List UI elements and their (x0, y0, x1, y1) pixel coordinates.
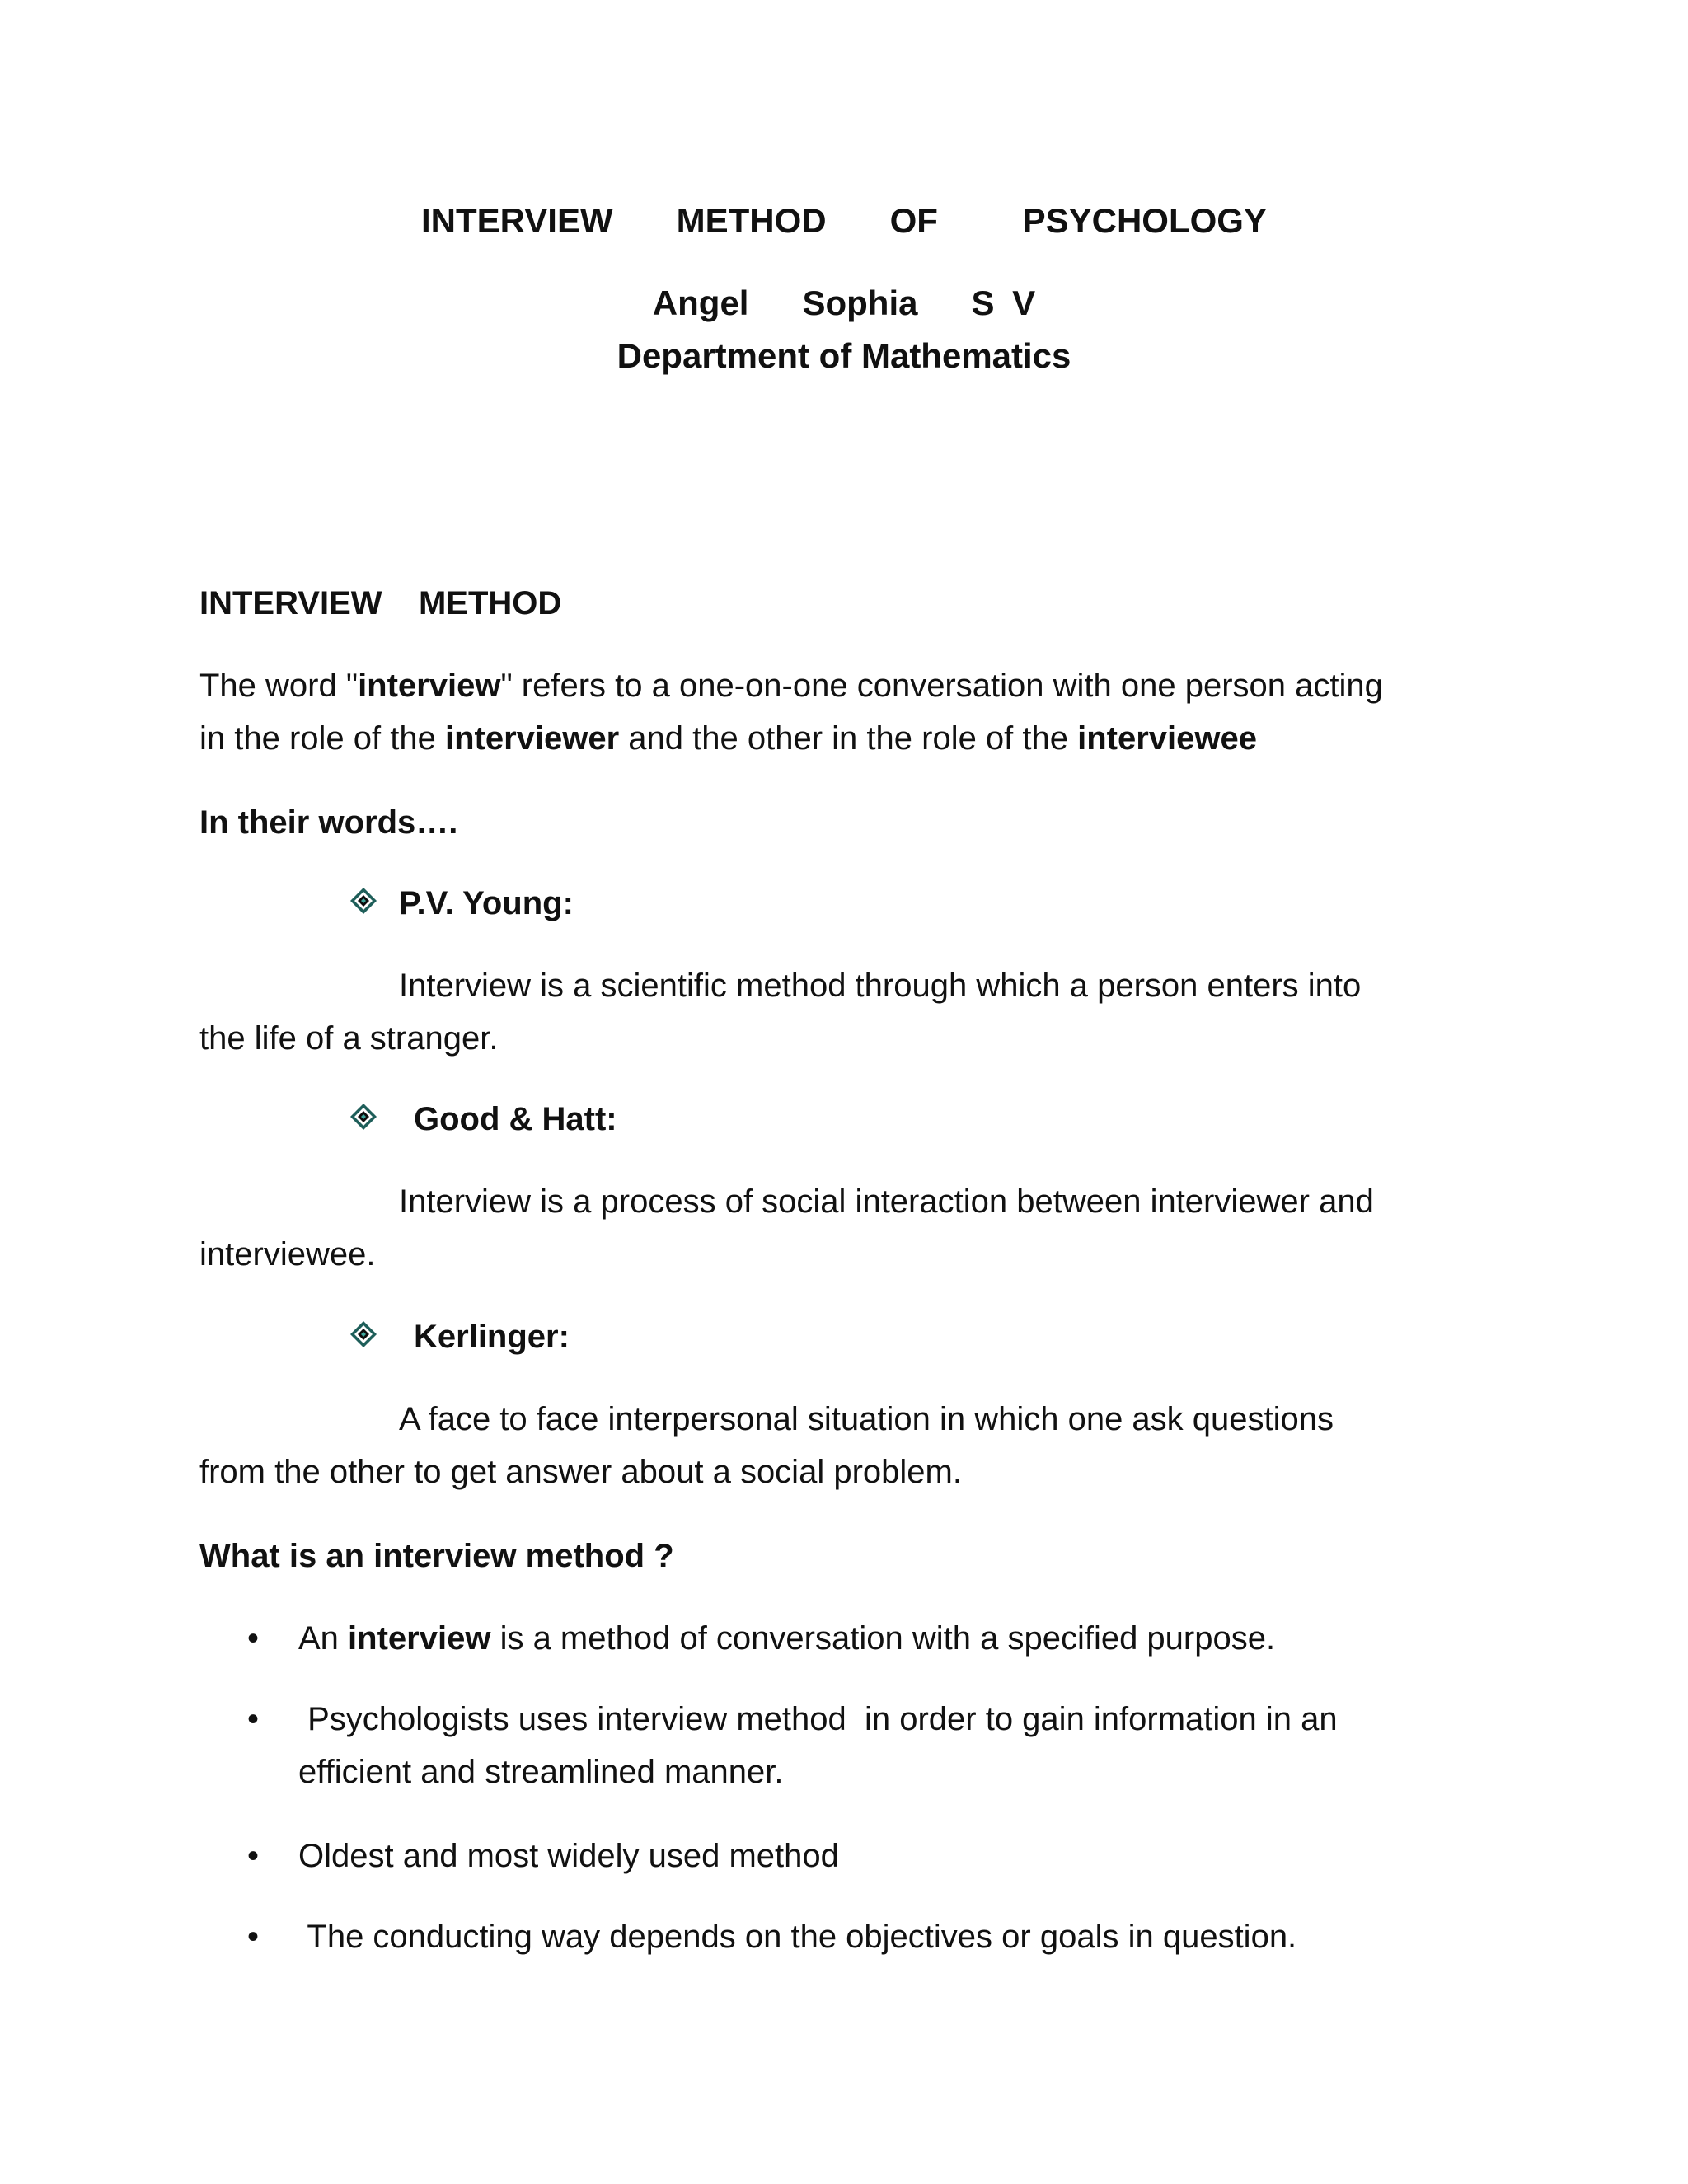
bullet-text: An (298, 1620, 349, 1657)
document-title: INTERVIEW METHOD OF PSYCHOLOGY (421, 201, 1267, 240)
intro-term-interview: interview (358, 668, 501, 704)
bullet-dot-icon: • (247, 1919, 260, 1955)
bullet-item: Psychologists uses interview method in order to gain information in an (298, 1701, 1338, 1737)
section-heading-interview-method: INTERVIEW METHOD (199, 585, 562, 621)
diamond-bullet-icon (349, 1320, 377, 1348)
bullet-item: The conducting way depends on the objectives or goals in question. (298, 1919, 1297, 1955)
intro-line-2 (199, 719, 1257, 758)
quote-text-line: the life of a stranger. (199, 1020, 499, 1057)
quote-text-line: A face to face interpersonal situation in which one ask questions (399, 1401, 1334, 1437)
author-name: Angel Sophia S V (652, 284, 1036, 322)
intro-term-interviewee: interviewee (1077, 720, 1258, 757)
quote-text-line: Interview is a process of social interaction between interviewer and (399, 1183, 1374, 1220)
bullet-item-continuation: efficient and streamlined manner. (298, 1754, 784, 1790)
quote-text-line: from the other to get answer about a social problem. (199, 1454, 962, 1490)
quotes-heading: In their words…. (199, 804, 458, 841)
bullet-item: Oldest and most widely used method (298, 1838, 839, 1874)
quote-text-line: interviewee. (199, 1236, 376, 1272)
intro-term-interviewer: interviewer (444, 720, 620, 757)
quote-author-kerlinger: Kerlinger: (414, 1319, 570, 1355)
intro-text: and the other in the role of the (619, 720, 1078, 757)
section-heading-what-is: What is an interview method ? (199, 1538, 674, 1574)
diamond-bullet-icon (349, 1103, 377, 1131)
intro-text: The word " (199, 668, 359, 704)
bullet-term-interview: interview (348, 1620, 491, 1657)
bullet-text: is a method of conversation with a specified purpose. (490, 1620, 1276, 1657)
bullet-item (298, 1619, 1275, 1658)
diamond-bullet-icon (349, 887, 377, 915)
intro-text: " refers to a one-on-one conversation with one person acting (500, 668, 1383, 704)
intro-line-1 (199, 666, 1383, 705)
quote-author-good-hatt: Good & Hatt: (414, 1101, 617, 1137)
bullet-dot-icon: • (247, 1620, 260, 1657)
intro-text: in the role of the (199, 720, 445, 757)
quote-author-young: P.V. Young: (399, 885, 574, 921)
bullet-dot-icon: • (247, 1838, 260, 1874)
bullet-dot-icon: • (247, 1701, 260, 1737)
quote-text-line: Interview is a scientific method through which a person enters into (399, 968, 1362, 1004)
department-name: Department of Mathematics (617, 336, 1071, 375)
